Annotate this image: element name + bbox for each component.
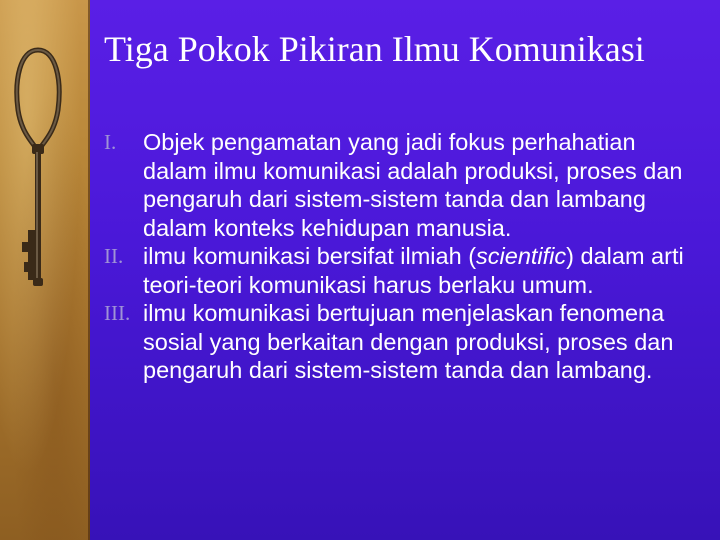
list-number: II. — [104, 244, 124, 268]
list-number: III. — [104, 301, 131, 325]
list-item — [104, 128, 704, 242]
decorative-strip — [0, 0, 90, 540]
antique-key-icon — [8, 40, 68, 300]
list-text-emphasis: scientific — [476, 243, 567, 269]
list-number: I. — [104, 130, 117, 154]
slide-title: Tiga Pokok Pikiran Ilmu Komunikasi — [104, 29, 645, 69]
point-list — [104, 128, 704, 385]
list-text-after: ) dalam arti teori-teori komunikasi harus berlaku umum. — [143, 243, 684, 298]
list-text — [143, 243, 684, 298]
list-text-before: ilmu komunikasi bersifat ilmiah ( — [143, 243, 477, 269]
list-text: Objek pengamatan yang jadi fokus perhahatian dalam ilmu komunikasi adalah produksi, proses dan pengaruh dari sistem-sistem tanda dan lambang dalam konteks kehidupan manusia. — [143, 129, 683, 241]
list-item — [104, 242, 704, 299]
list-item — [104, 299, 704, 385]
list-text: ilmu komunikasi bertujuan menjelaskan fenomena sosial yang berkaitan dengan produksi, proses dan pengaruh dari sistem-sistem tanda dan lambang. — [143, 300, 674, 383]
